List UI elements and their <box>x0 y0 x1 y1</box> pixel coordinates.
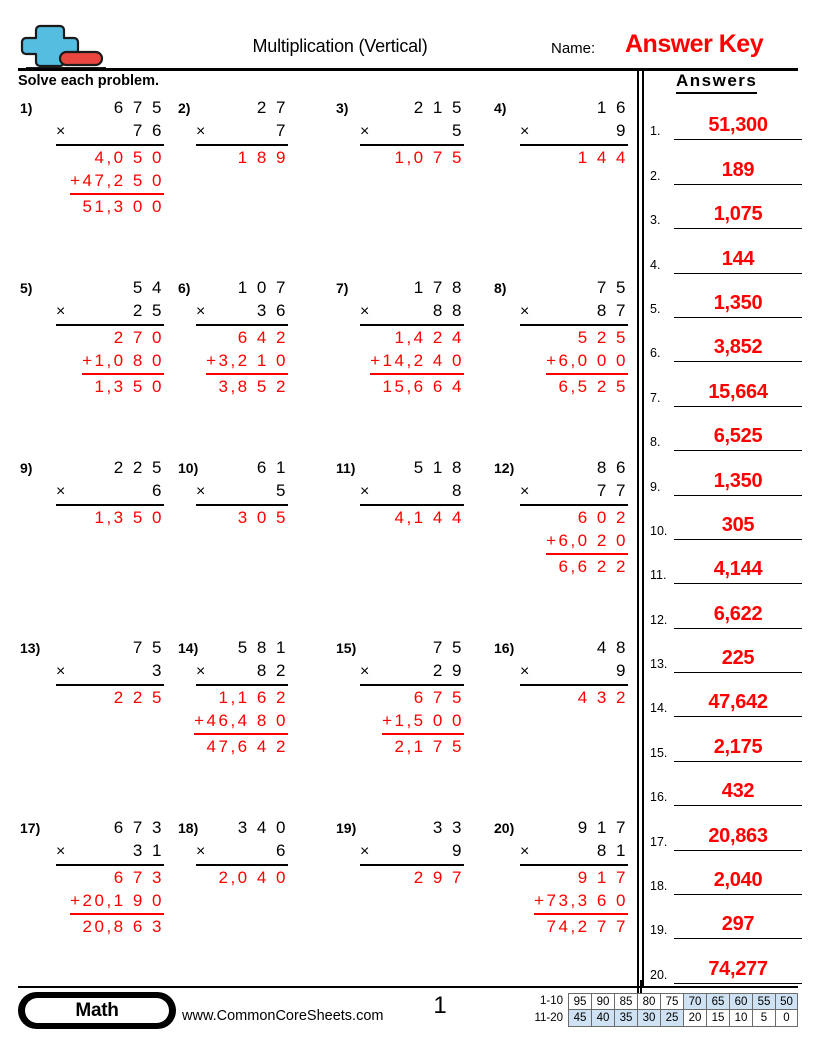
answer-blank[interactable] <box>674 199 802 229</box>
multiplicand: 3 3 <box>432 818 464 837</box>
answers-column-heading: Answers <box>676 71 757 94</box>
multiplication-operator-icon: × <box>56 843 66 860</box>
answer-value: 305 <box>721 513 755 536</box>
answer-row-8 <box>648 407 808 451</box>
multiplier: 7 6 <box>132 121 164 140</box>
answer-row-17 <box>648 806 808 850</box>
vertical-multiplication-stack <box>520 636 628 709</box>
problem-number: 6) <box>178 280 191 296</box>
problem-number: 9) <box>20 460 33 476</box>
problem-answer: 1 4 4 <box>577 148 628 167</box>
multiplicand: 8 6 <box>596 458 628 477</box>
multiplier-row <box>196 479 288 506</box>
problem-answer: 1 8 9 <box>237 148 288 167</box>
problem-number: 3) <box>336 100 349 116</box>
answer-blank[interactable] <box>674 687 802 717</box>
vertical-multiplication-stack <box>56 456 164 529</box>
partial-product-1: 6 0 2 <box>577 508 628 527</box>
vertical-multiplication-stack <box>360 456 464 529</box>
grading-scale-cell: 0 <box>775 1010 798 1027</box>
website-link[interactable]: www.CommonCoreSheets.com <box>182 1008 384 1024</box>
problem-number: 19) <box>336 820 357 836</box>
multiplier: 8 8 <box>432 301 464 320</box>
problem-answer: 2,1 7 5 <box>394 737 464 756</box>
answer-blank[interactable] <box>674 732 802 762</box>
problem-number: 18) <box>178 820 199 836</box>
problem-number: 14) <box>178 640 199 656</box>
multiplicand: 1 0 7 <box>237 278 288 297</box>
grading-scale-table <box>526 993 798 1027</box>
answer-value: 432 <box>721 780 755 803</box>
problem-number: 8) <box>494 280 507 296</box>
multiplication-operator-icon: × <box>196 843 206 860</box>
answer-value: 2,175 <box>713 735 763 758</box>
multiplier-row <box>360 479 464 506</box>
answer-value: 6,525 <box>713 425 763 448</box>
plus-minus-logo-icon <box>18 22 110 70</box>
grading-scale-cell: 25 <box>660 1010 683 1027</box>
answer-row-4 <box>648 229 808 273</box>
multiplier-row <box>360 839 464 866</box>
multiplier-row <box>520 839 628 866</box>
grading-scale-range-label: 1-10 <box>539 995 563 1007</box>
problem-row <box>0 456 637 636</box>
multiplier-row <box>360 299 464 326</box>
problem-answer: 3 0 5 <box>237 508 288 527</box>
problems-grid <box>0 96 637 996</box>
multiplier-row <box>56 659 164 686</box>
multiplicand: 9 1 7 <box>577 818 628 837</box>
multiplier: 8 1 <box>596 841 628 860</box>
multiplier: 7 <box>276 121 288 140</box>
answer-row-9 <box>648 451 808 495</box>
answer-value: 3,852 <box>713 336 763 359</box>
vertical-multiplication-stack <box>520 276 628 398</box>
partial-product-1: 4,0 5 0 <box>94 148 164 167</box>
partial-product-1: 6 7 3 <box>113 868 164 887</box>
problem-answer: 1,3 5 0 <box>94 377 164 396</box>
answer-blank[interactable] <box>674 421 802 451</box>
problem-row <box>0 816 637 996</box>
multiplier-row <box>520 119 628 146</box>
multiplier: 8 7 <box>596 301 628 320</box>
answer-value: 1,350 <box>713 291 763 314</box>
problem-number: 16) <box>494 640 515 656</box>
answer-blank[interactable] <box>674 954 802 984</box>
column-divider <box>637 68 644 986</box>
multiplication-operator-icon: × <box>196 483 206 500</box>
answer-row-14 <box>648 673 808 717</box>
vertical-multiplication-stack <box>360 96 464 169</box>
multiplication-operator-icon: × <box>56 663 66 680</box>
grading-scale-cell: 5 <box>752 1010 775 1027</box>
multiplication-operator-icon: × <box>196 123 206 140</box>
multiplier-row <box>196 119 288 146</box>
answer-blank[interactable] <box>674 155 802 185</box>
problem-answer: 2 9 7 <box>413 868 464 887</box>
grading-scale-cell: 60 <box>729 993 752 1010</box>
answer-row-16 <box>648 762 808 806</box>
answer-value: 47,642 <box>708 691 768 714</box>
grading-scale-cell: 65 <box>706 993 729 1010</box>
problem-answer: 47,6 4 2 <box>206 737 288 756</box>
subject-badge <box>18 992 176 1029</box>
grading-scale-cell: 50 <box>775 993 798 1010</box>
answer-blank[interactable] <box>674 909 802 939</box>
answer-row-10 <box>648 496 808 540</box>
answer-blank[interactable] <box>674 288 802 318</box>
grading-scale-cell: 20 <box>683 1010 706 1027</box>
multiplier: 9 <box>616 121 628 140</box>
multiplication-operator-icon: × <box>56 123 66 140</box>
multiplication-operator-icon: × <box>360 483 370 500</box>
answer-row-13 <box>648 629 808 673</box>
partial-product-2: +47,2 5 0 <box>70 169 164 195</box>
multiplier: 3 <box>152 661 164 680</box>
partial-product-2: +20,1 9 0 <box>70 889 164 915</box>
problem-answer: 4 3 2 <box>577 688 628 707</box>
answer-value: 4,144 <box>713 558 763 581</box>
multiplication-operator-icon: × <box>520 303 530 320</box>
footer-divider <box>18 986 798 988</box>
multiplier: 7 7 <box>596 481 628 500</box>
answer-row-3 <box>648 185 808 229</box>
answer-index: 13. <box>650 657 668 672</box>
answer-blank[interactable] <box>674 466 802 496</box>
multiplier-row <box>196 659 288 686</box>
answer-index: 14. <box>650 701 668 716</box>
problem-answer: 74,2 7 7 <box>546 917 628 936</box>
vertical-multiplication-stack <box>520 456 628 578</box>
partial-product-1: 1,4 2 4 <box>394 328 464 347</box>
answer-value: 2,040 <box>713 869 763 892</box>
answer-blank[interactable] <box>674 110 802 140</box>
multiplier: 6 <box>152 481 164 500</box>
grading-scale-cell: 30 <box>637 1010 660 1027</box>
partial-product-2: +1,5 0 0 <box>382 709 464 735</box>
partial-product-1: 6 4 2 <box>237 328 288 347</box>
answer-blank[interactable] <box>674 599 802 629</box>
multiplication-operator-icon: × <box>56 303 66 320</box>
worksheet-header <box>0 18 816 68</box>
multiplier-row <box>360 119 464 146</box>
answer-blank[interactable] <box>674 643 802 673</box>
answer-index: 17. <box>650 834 668 849</box>
multiplicand: 6 7 5 <box>113 98 164 117</box>
page-title: Multiplication (Vertical) <box>252 36 428 56</box>
multiplicand: 5 1 8 <box>413 458 464 477</box>
vertical-multiplication-stack <box>196 456 288 529</box>
grading-scale-cell: 80 <box>637 993 660 1010</box>
grading-scale-cell: 10 <box>729 1010 752 1027</box>
grading-scale-cell: 90 <box>591 993 614 1010</box>
multiplicand: 6 1 <box>256 458 288 477</box>
vertical-multiplication-stack <box>56 816 164 938</box>
problem-answer: 2,0 4 0 <box>218 868 288 887</box>
problem-number: 2) <box>178 100 191 116</box>
multiplicand: 2 1 5 <box>413 98 464 117</box>
vertical-multiplication-stack <box>56 96 164 218</box>
multiplication-operator-icon: × <box>56 483 66 500</box>
multiplier: 9 <box>616 661 628 680</box>
partial-product-1: 6 7 5 <box>413 688 464 707</box>
multiplicand: 6 7 3 <box>113 818 164 837</box>
answer-index: 4. <box>650 257 661 272</box>
answer-index: 1. <box>650 124 661 139</box>
multiplier: 3 1 <box>132 841 164 860</box>
multiplicand: 1 6 <box>596 98 628 117</box>
partial-product-1: 9 1 7 <box>577 868 628 887</box>
multiplier-row <box>520 659 628 686</box>
problem-answer: 3,8 5 2 <box>218 377 288 396</box>
multiplier: 8 2 <box>256 661 288 680</box>
vertical-multiplication-stack <box>56 636 164 709</box>
problem-answer: 20,8 6 3 <box>82 917 164 936</box>
multiplier-row <box>56 479 164 506</box>
multiplier-row <box>360 659 464 686</box>
problem-number: 17) <box>20 820 41 836</box>
answer-row-19 <box>648 895 808 939</box>
partial-product-2: +3,2 1 0 <box>206 349 288 375</box>
multiplier: 6 <box>276 841 288 860</box>
answer-index: 16. <box>650 790 668 805</box>
multiplication-operator-icon: × <box>360 663 370 680</box>
answer-index: 11. <box>650 568 667 583</box>
multiplication-operator-icon: × <box>520 663 530 680</box>
answer-index: 6. <box>650 346 661 361</box>
multiplier-row <box>56 119 164 146</box>
answer-blank[interactable] <box>674 332 802 362</box>
problem-number: 13) <box>20 640 41 656</box>
answer-row-11 <box>648 540 808 584</box>
subject-badge-label: Math <box>25 998 169 1023</box>
vertical-multiplication-stack <box>196 636 288 758</box>
multiplicand: 4 8 <box>596 638 628 657</box>
answer-row-5 <box>648 274 808 318</box>
answer-blank[interactable] <box>674 244 802 274</box>
problem-answer: 1,3 5 0 <box>94 508 164 527</box>
partial-product-2: +6,0 2 0 <box>546 529 628 555</box>
problem-row <box>0 276 637 456</box>
answer-row-20 <box>648 939 808 983</box>
answer-index: 3. <box>650 213 661 228</box>
multiplier-row <box>520 299 628 326</box>
grading-scale-cell: 35 <box>614 1010 637 1027</box>
problem-row <box>0 96 637 276</box>
answer-index: 7. <box>650 390 661 405</box>
multiplication-operator-icon: × <box>360 843 370 860</box>
vertical-multiplication-stack <box>520 96 628 169</box>
answer-row-2 <box>648 140 808 184</box>
multiplicand: 5 4 <box>132 278 164 297</box>
multiplier: 2 9 <box>432 661 464 680</box>
vertical-multiplication-stack <box>56 276 164 398</box>
multiplier: 5 <box>452 121 464 140</box>
page-number: 1 <box>433 992 447 1019</box>
answer-row-7 <box>648 362 808 406</box>
problem-number: 15) <box>336 640 357 656</box>
multiplication-operator-icon: × <box>520 843 530 860</box>
multiplier: 3 6 <box>256 301 288 320</box>
multiplier-row <box>520 479 628 506</box>
answer-value: 189 <box>721 158 755 181</box>
multiplier-row <box>196 839 288 866</box>
partial-product-2: +1,0 8 0 <box>82 349 164 375</box>
answer-value: 6,622 <box>713 602 763 625</box>
answer-value: 1,075 <box>713 203 763 226</box>
multiplicand: 7 5 <box>132 638 164 657</box>
answer-index: 19. <box>650 923 668 938</box>
multiplicand: 5 8 1 <box>237 638 288 657</box>
answer-value: 20,863 <box>708 824 768 847</box>
answer-blank[interactable] <box>674 377 802 407</box>
multiplicand: 3 4 0 <box>237 818 288 837</box>
grading-scale-cell: 95 <box>568 993 591 1010</box>
vertical-multiplication-stack <box>520 816 628 938</box>
answer-blank[interactable] <box>674 821 802 851</box>
partial-product-2: +73,3 6 0 <box>534 889 628 915</box>
answer-index: 5. <box>650 301 661 316</box>
multiplicand: 2 2 5 <box>113 458 164 477</box>
answer-blank[interactable] <box>674 776 802 806</box>
answer-row-6 <box>648 318 808 362</box>
problem-answer: 15,6 6 4 <box>382 377 464 396</box>
problem-number: 10) <box>178 460 199 476</box>
multiplier: 9 <box>452 841 464 860</box>
grading-scale-cell: 85 <box>614 993 637 1010</box>
multiplier-row <box>56 839 164 866</box>
multiplicand: 2 7 <box>256 98 288 117</box>
grading-scale-row-1 <box>526 993 798 1010</box>
vertical-multiplication-stack <box>360 816 464 889</box>
answer-index: 8. <box>650 435 661 450</box>
instruction-text: Solve each problem. <box>18 73 160 89</box>
problem-answer: 1,0 7 5 <box>394 148 464 167</box>
grading-scale-range-label: 11-20 <box>534 1012 563 1024</box>
multiplier: 5 <box>276 481 288 500</box>
grading-scale-cell: 45 <box>568 1010 591 1027</box>
multiplicand: 7 5 <box>596 278 628 297</box>
problem-number: 12) <box>494 460 515 476</box>
answer-blank[interactable] <box>674 865 802 895</box>
problem-row <box>0 636 637 816</box>
problem-answer: 4,1 4 4 <box>394 508 464 527</box>
multiplier-row <box>196 299 288 326</box>
partial-product-1: 5 2 5 <box>577 328 628 347</box>
multiplier-row <box>56 299 164 326</box>
grading-scale-cell: 40 <box>591 1010 614 1027</box>
answer-value: 15,664 <box>708 380 768 403</box>
partial-product-2: +6,0 0 0 <box>546 349 628 375</box>
answer-value: 144 <box>721 247 755 270</box>
problem-answer: 6,6 2 2 <box>558 557 628 576</box>
answer-index: 2. <box>650 168 661 183</box>
worksheet-footer <box>0 986 816 1056</box>
problem-answer: 6,5 2 5 <box>558 377 628 396</box>
answer-value: 74,277 <box>708 957 768 980</box>
answer-index: 9. <box>650 479 661 494</box>
problem-number: 7) <box>336 280 349 296</box>
answer-index: 20. <box>650 967 668 982</box>
multiplicand: 7 5 <box>432 638 464 657</box>
grading-scale-cell: 75 <box>660 993 683 1010</box>
answer-value: 1,350 <box>713 469 763 492</box>
multiplication-operator-icon: × <box>196 303 206 320</box>
answer-row-18 <box>648 851 808 895</box>
multiplier: 8 <box>452 481 464 500</box>
answer-row-15 <box>648 717 808 761</box>
partial-product-1: 2 7 0 <box>113 328 164 347</box>
answer-blank[interactable] <box>674 554 802 584</box>
answer-index: 18. <box>650 879 668 894</box>
multiplication-operator-icon: × <box>360 123 370 140</box>
multiplicand: 1 7 8 <box>413 278 464 297</box>
problem-number: 4) <box>494 100 507 116</box>
multiplication-operator-icon: × <box>196 663 206 680</box>
multiplication-operator-icon: × <box>520 483 530 500</box>
name-label: Name: <box>551 40 596 57</box>
answer-value: 225 <box>721 647 755 670</box>
problem-number: 11) <box>336 460 356 476</box>
vertical-multiplication-stack <box>360 276 464 398</box>
partial-product-1: 1,1 6 2 <box>218 688 288 707</box>
answer-row-1 <box>648 96 808 140</box>
answer-blank[interactable] <box>674 510 802 540</box>
answer-index: 15. <box>650 745 668 760</box>
grading-scale-cell: 70 <box>683 993 706 1010</box>
grading-scale-cell: 15 <box>706 1010 729 1027</box>
vertical-multiplication-stack <box>196 96 288 169</box>
problem-answer: 2 2 5 <box>113 688 164 707</box>
multiplier: 2 5 <box>132 301 164 320</box>
vertical-multiplication-stack <box>196 276 288 398</box>
grading-scale-cell: 55 <box>752 993 775 1010</box>
answers-column <box>648 96 808 984</box>
partial-product-2: +46,4 8 0 <box>194 709 288 735</box>
problem-number: 1) <box>20 100 33 116</box>
problem-answer: 51,3 0 0 <box>82 197 164 216</box>
answer-value: 297 <box>721 913 755 936</box>
problem-number: 20) <box>494 820 515 836</box>
answer-index: 10. <box>650 523 668 538</box>
answer-row-12 <box>648 584 808 628</box>
multiplication-operator-icon: × <box>360 303 370 320</box>
multiplication-operator-icon: × <box>520 123 530 140</box>
grading-scale-row-2 <box>526 1010 798 1027</box>
problem-number: 5) <box>20 280 33 296</box>
partial-product-2: +14,2 4 0 <box>370 349 464 375</box>
vertical-multiplication-stack <box>360 636 464 758</box>
answer-index: 12. <box>650 612 668 627</box>
answer-key-badge: Answer Key <box>625 30 764 58</box>
answer-value: 51,300 <box>708 114 768 137</box>
vertical-multiplication-stack <box>196 816 288 889</box>
